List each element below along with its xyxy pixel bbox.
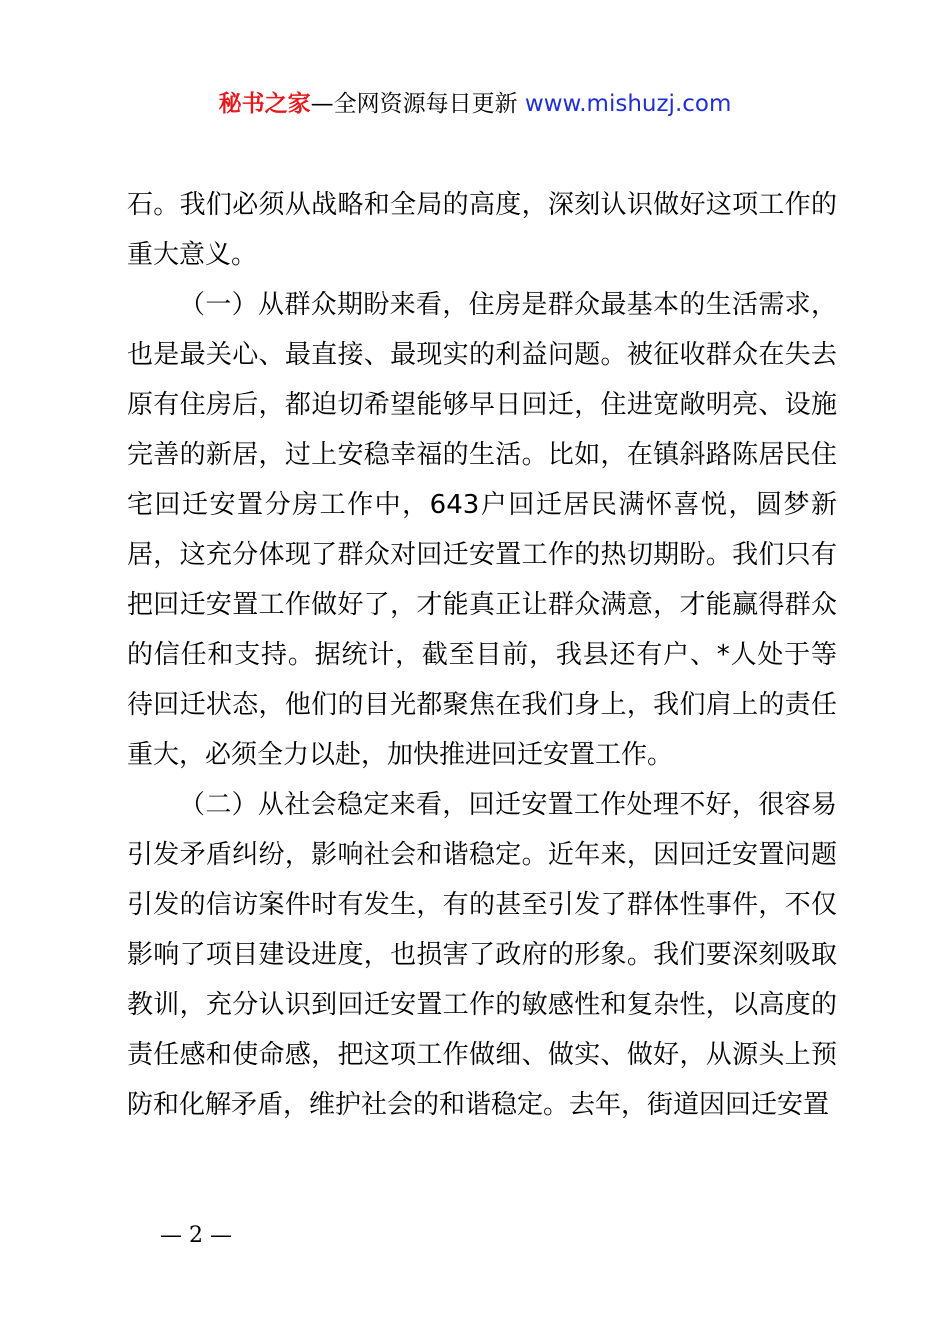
brand-name: 秘书之家 xyxy=(218,91,311,117)
paragraph-section-2: （二）从社会稳定来看，回迁安置工作处理不好，很容易引发矛盾纠纷，影响社会和谐稳定。近年来，因回迁安置问题引发的信访案件时有发生，有的甚至引发了群体性事件，不仅影响了项目建设进度，也损害了政府的形象。我们要深刻吸取教训，充分认识到回迁安置工作的敏感性和复杂性，以高度的责任感和使命感，把这项工作做细、做实、做好，从源头上预防和化解矛盾，维护社会的和谐稳定。去年，街道因回迁安置 xyxy=(127,790,837,1120)
site-header xyxy=(0,88,950,120)
paragraph-continuation: 石。我们必须从战略和全局的高度，深刻认识做好这项工作的重大意义。 xyxy=(127,190,837,270)
website-link[interactable]: www.mishuzj.com xyxy=(524,91,732,117)
document-body xyxy=(127,180,837,1130)
header-tagline: —全网资源每日更新 xyxy=(310,91,525,117)
paragraph-section-1: （一）从群众期盼来看，住房是群众最基本的生活需求，也是最关心、最直接、最现实的利益问题。被征收群众在失去原有住房后，都迫切希望能够早日回迁，住进宽敞明亮、设施完善的新居，过上安稳幸福的生活。比如，在镇斜路陈居民住宅回迁安置分房工作中，643户回迁居民满怀喜悦，圆梦新居，这充分体现了群众对回迁安置工作的热切期盼。我们只有把回迁安置工作做好了，才能真正让群众满意，才能赢得群众的信任和支持。据统计，截至目前，我县还有户、*人处于等待回迁状态，他们的目光都聚焦在我们身上，我们肩上的责任重大，必须全力以赴，加快推进回迁安置工作。 xyxy=(127,290,837,770)
page-number: — 2 — xyxy=(160,1223,232,1248)
